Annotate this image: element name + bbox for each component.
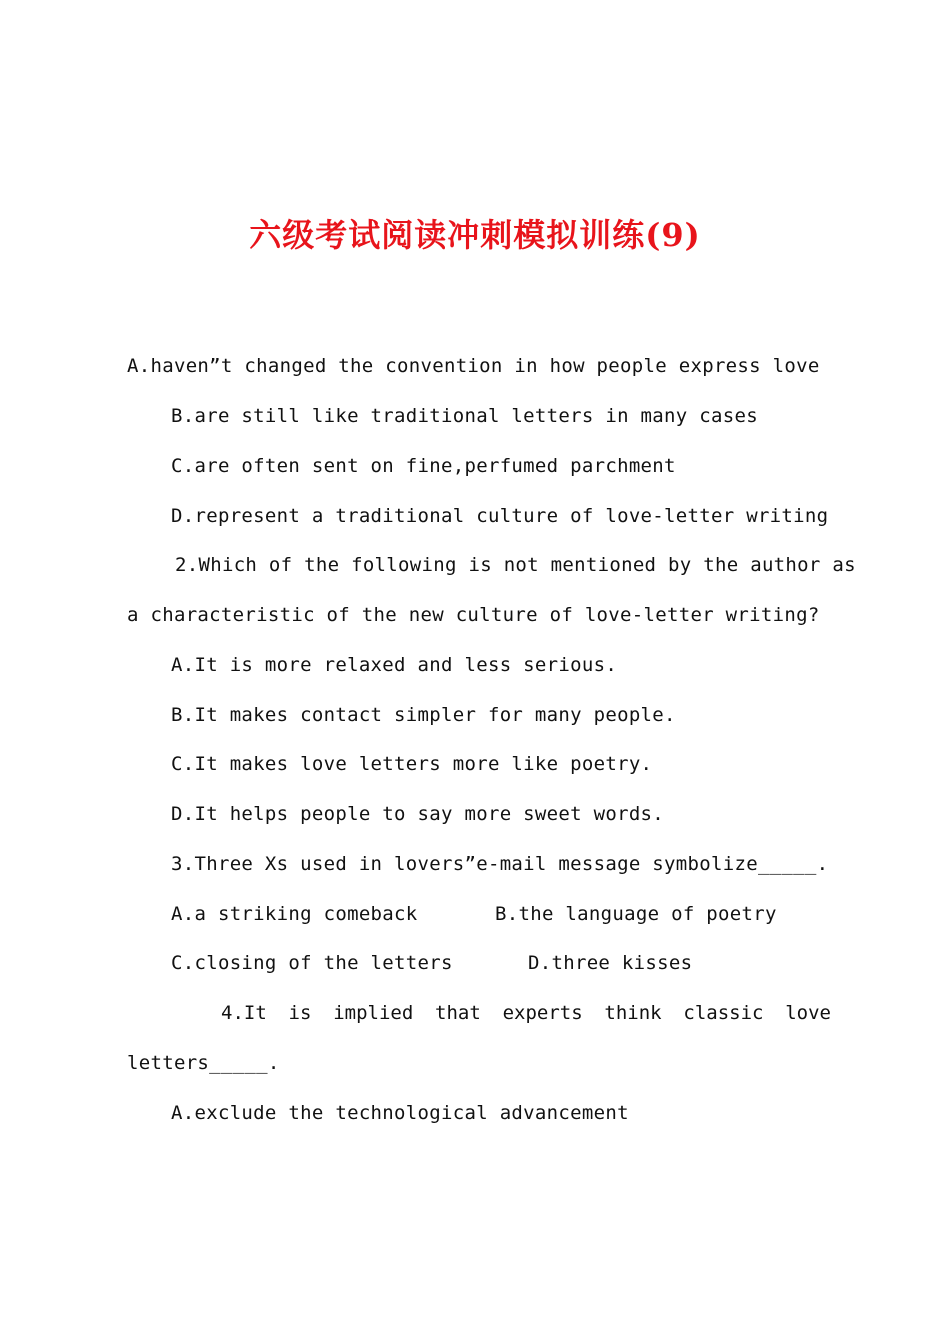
q4-stem-line2: letters_____. (127, 1052, 280, 1074)
q3-option-b: B.the language of poetry (495, 903, 777, 925)
q4-word: think (604, 1002, 662, 1024)
q3-stem: 3.Three Xs used in lovers”e-mail message symbolize_____. (171, 853, 829, 875)
q4-word: classic (683, 1002, 764, 1024)
q3-option-a: A.a striking comeback (171, 903, 418, 925)
q4-word: that (435, 1002, 481, 1024)
q2-stem-line1: 2.Which of the following is not mentioned by the author as (175, 554, 856, 576)
q4-option-a: A.exclude the technological advancement (171, 1102, 629, 1124)
q1-option-a: A.haven”t changed the convention in how people express love (127, 355, 820, 377)
q4-word: love (785, 1002, 831, 1024)
q4-word: experts (502, 1002, 583, 1024)
q1-option-d: D.represent a traditional culture of love-letter writing (171, 505, 829, 527)
q4-word: implied (333, 1002, 414, 1024)
q2-option-c: C.It makes love letters more like poetry. (171, 753, 653, 775)
q2-stem-line2: a characteristic of the new culture of love-letter writing? (127, 604, 820, 626)
q4-stem-line1 (221, 1000, 831, 1026)
q3-option-c: C.closing of the letters (171, 952, 453, 974)
page-title: 六级考试阅读冲刺模拟训练(9) (249, 216, 701, 254)
q1-option-b: B.are still like traditional letters in many cases (171, 405, 758, 427)
q2-option-b: B.It makes contact simpler for many people. (171, 704, 676, 726)
q4-word: is (288, 1002, 312, 1024)
q2-option-a: A.It is more relaxed and less serious. (171, 654, 618, 676)
q1-option-c: C.are often sent on fine,perfumed parchment (171, 455, 676, 477)
q4-word: 4.It (221, 1002, 267, 1024)
q3-option-d: D.three kisses (528, 952, 693, 974)
q2-option-d: D.It helps people to say more sweet words. (171, 803, 665, 825)
